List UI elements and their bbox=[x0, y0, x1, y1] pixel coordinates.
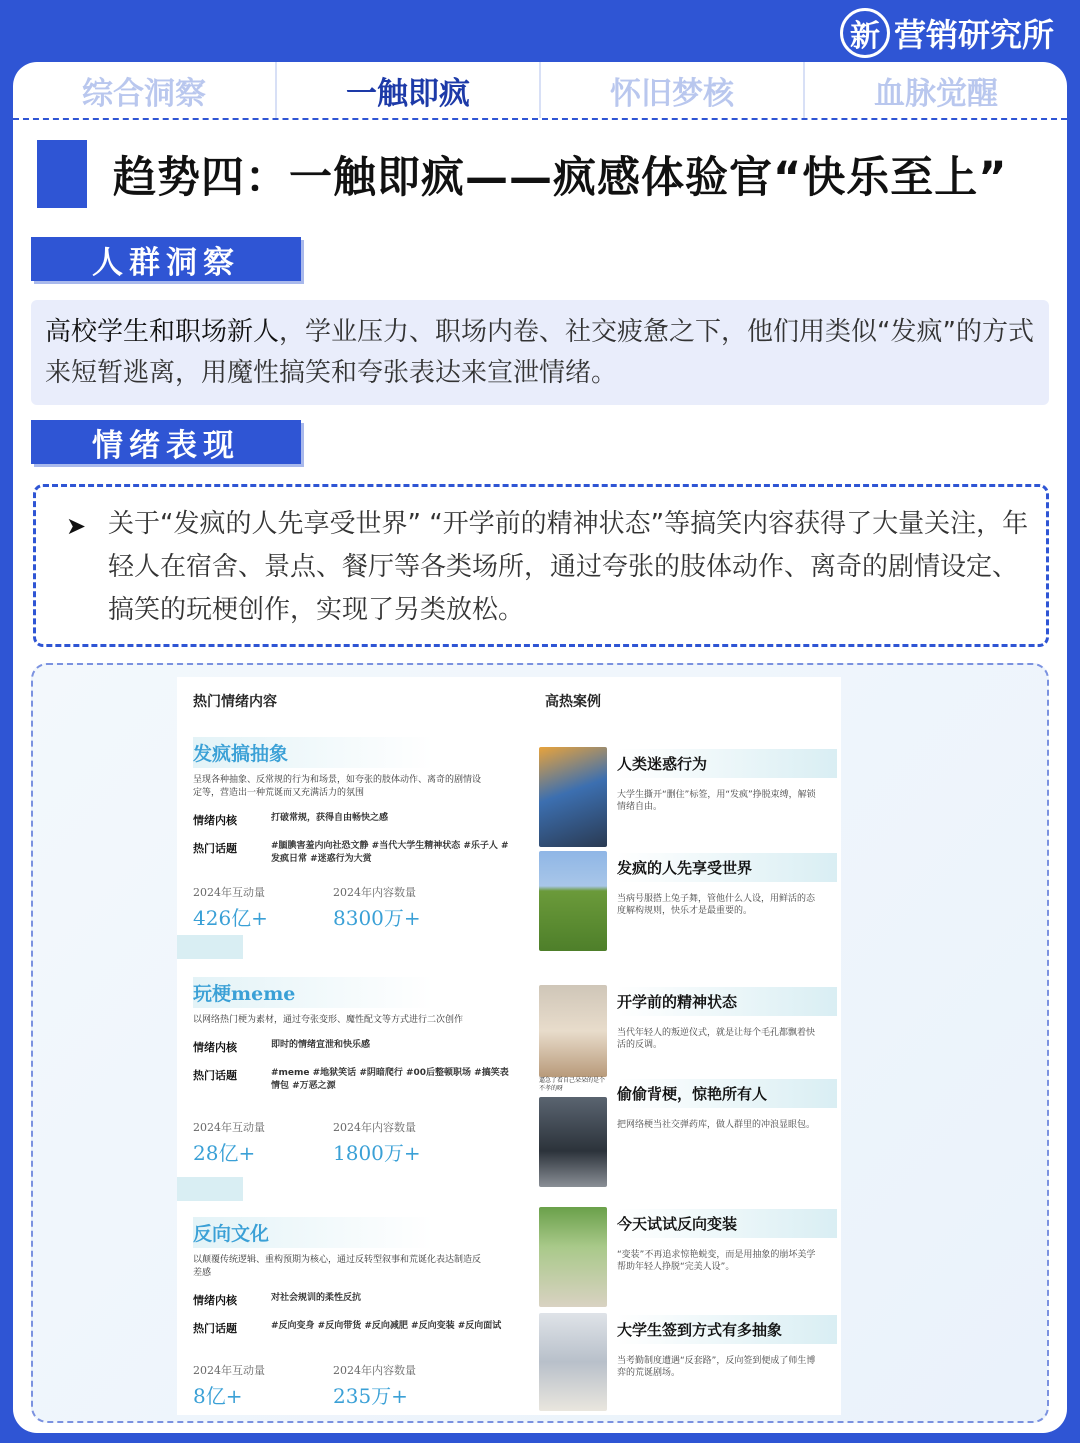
case-title: 开学前的精神状态 bbox=[617, 987, 837, 1016]
tab-crazy[interactable]: 一触即疯 bbox=[275, 62, 539, 118]
case-item[interactable] bbox=[539, 1207, 839, 1307]
category-name: 玩梗meme bbox=[193, 977, 433, 1008]
stat-label: 2024年内容数量 bbox=[333, 886, 416, 899]
case-title: 大学生签到方式有多抽象 bbox=[617, 1315, 837, 1344]
topic-value: #meme #地狱笑话 #阴暗爬行 #00后整顿职场 #搞笑表情包 #万恶之源 bbox=[271, 1068, 509, 1091]
case-thumbnail-image bbox=[539, 1313, 607, 1411]
case-thumbnail-image bbox=[539, 985, 607, 1077]
topic-label: 热门话题 bbox=[193, 1322, 237, 1335]
category-card bbox=[193, 1217, 523, 1409]
page-title: 趋势四：一触即疯——疯感体验官“快乐至上” bbox=[113, 152, 1008, 203]
left-header: 热门情绪内容 bbox=[193, 694, 277, 710]
core-label: 情绪内核 bbox=[193, 1294, 237, 1307]
case-title: 今天试试反向变装 bbox=[617, 1209, 837, 1238]
tab-bar bbox=[13, 62, 1067, 120]
tab-overview[interactable]: 综合洞察 bbox=[82, 75, 206, 112]
stat-label: 2024年互动量 bbox=[193, 1121, 265, 1134]
category-name: 反向文化 bbox=[193, 1217, 433, 1248]
core-value: 打破常规，获得自由畅快之感 bbox=[271, 813, 389, 823]
bullet-arrow-icon: ➤ bbox=[66, 512, 87, 540]
core-value: 即时的情绪宣泄和快乐感 bbox=[271, 1040, 371, 1050]
brand-logo bbox=[840, 8, 1054, 58]
topic-label: 热门话题 bbox=[193, 1069, 237, 1082]
case-desc: 当病号服搭上兔子舞，管他什么人设，用鲜活的态度解构规则，快乐才是最重要的。 bbox=[617, 894, 816, 916]
title-row bbox=[37, 138, 1047, 210]
case-title: 发疯的人先享受世界 bbox=[617, 853, 837, 882]
stat-label: 2024年内容数量 bbox=[333, 1121, 416, 1134]
tab-bloodline[interactable]: 血脉觉醒 bbox=[803, 62, 1067, 118]
case-thumbnail-image bbox=[539, 851, 607, 951]
title-marker bbox=[37, 140, 87, 208]
case-thumbnail-image bbox=[539, 747, 607, 847]
stat-value: 426亿+ bbox=[193, 906, 268, 930]
stat-label: 2024年内容数量 bbox=[333, 1364, 416, 1377]
stat-value: 8300万+ bbox=[333, 906, 421, 930]
emotion-text: 关于“发疯的人先享受世界” “开学前的精神状态”等搞笑内容获得了大量关注，年轻人在宿舍、景点、餐厅等各类场所，通过夸张的肢体动作、离奇的剧情设定、搞笑的玩梗创作，实现了另类放松。 bbox=[108, 509, 1029, 625]
content-card bbox=[13, 62, 1067, 1433]
stat-value: 28亿+ bbox=[193, 1141, 256, 1165]
category-card bbox=[193, 977, 523, 1166]
case-item[interactable] bbox=[539, 1077, 839, 1177]
case-title: 偷偷背梗，惊艳所有人 bbox=[617, 1079, 837, 1108]
section-tag-emotion: 情绪表现 bbox=[31, 420, 301, 464]
case-item[interactable] bbox=[539, 985, 839, 1085]
case-thumbnail-image bbox=[539, 1097, 607, 1187]
core-value: 对社会规训的柔性反抗 bbox=[271, 1293, 362, 1303]
stat-value: 1800万+ bbox=[333, 1141, 421, 1165]
insight-lead: 高校学生和职场新人 bbox=[45, 317, 280, 347]
category-desc: 以网络热门梗为素材，通过夸张变形、魔性配文等方式进行二次创作 bbox=[193, 1015, 464, 1025]
case-title: 人类迷惑行为 bbox=[617, 749, 837, 778]
emotion-box bbox=[33, 484, 1049, 647]
category-desc: 呈现各种抽象、反常规的行为和场景，如夸张的肢体动作、离奇的剧情设定等，营造出一种荒诞而又充满活力的氛围 bbox=[193, 775, 482, 798]
case-desc: 当考勤制度遭遇“反套路”，反向签到便成了师生博弈的荒诞剧场。 bbox=[617, 1356, 816, 1378]
figure-panel bbox=[177, 677, 841, 1415]
case-thumbnail-image bbox=[539, 1207, 607, 1307]
tab-nostalgia[interactable]: 怀旧梦核 bbox=[539, 62, 803, 118]
thumbnail-caption: 逼急了看自己朵朵的是个不孝的呀 bbox=[539, 1077, 606, 1092]
figure-frame bbox=[31, 663, 1049, 1423]
divider-bar bbox=[177, 1177, 243, 1201]
stat-label: 2024年互动量 bbox=[193, 1364, 265, 1377]
crowd-insight bbox=[31, 300, 1049, 405]
case-desc: 大学生撕开“删住”标签，用“发疯”挣脱束缚，解锁情绪自由。 bbox=[617, 790, 816, 812]
case-desc: “变装”不再追求惊艳蜕变，而是用抽象的崩坏美学帮助年轻人挣脱“完美人设”。 bbox=[617, 1250, 816, 1272]
topic-value: #腼腆害羞内向社恐文静 #当代大学生精神状态 #乐子人 #发疯日常 #迷惑行为大赏 bbox=[271, 841, 509, 864]
case-item[interactable] bbox=[539, 1313, 839, 1413]
case-item[interactable] bbox=[539, 851, 839, 951]
core-label: 情绪内核 bbox=[193, 814, 237, 827]
topic-value: #反向变身 #反向带货 #反向减肥 #反向变装 #反向面试 bbox=[271, 1321, 502, 1331]
stat-label: 2024年互动量 bbox=[193, 886, 265, 899]
core-label: 情绪内核 bbox=[193, 1041, 237, 1054]
section-tag-crowd: 人群洞察 bbox=[31, 237, 301, 281]
right-header: 高热案例 bbox=[545, 694, 601, 710]
insight-text: ，学业压力、职场内卷、社交疲惫之下，他们用类似“发疯”的方式来短暂逃离，用魔性搞笑和夸张表达来宣泄情绪。 bbox=[45, 317, 1034, 388]
category-desc: 以颠覆传统逻辑、重构预期为核心，通过反转型叙事和荒诞化表达制造反差感 bbox=[193, 1255, 482, 1278]
category-name: 发疯搞抽象 bbox=[193, 737, 433, 768]
case-desc: 把网络梗当社交弹药库，做人群里的冲浪显眼包。 bbox=[617, 1120, 816, 1130]
brand-badge: 新 bbox=[840, 8, 890, 58]
case-item[interactable] bbox=[539, 747, 839, 847]
divider-bar bbox=[177, 935, 243, 959]
stat-value: 8亿+ bbox=[193, 1384, 243, 1408]
case-desc: 当代年轻人的叛逆仪式，就是让每个毛孔都飘着快活的反调。 bbox=[617, 1028, 816, 1050]
stat-value: 235万+ bbox=[333, 1384, 408, 1408]
brand-name: 营销研究所 bbox=[893, 16, 1054, 54]
topic-label: 热门话题 bbox=[193, 842, 237, 855]
category-card bbox=[193, 737, 523, 931]
